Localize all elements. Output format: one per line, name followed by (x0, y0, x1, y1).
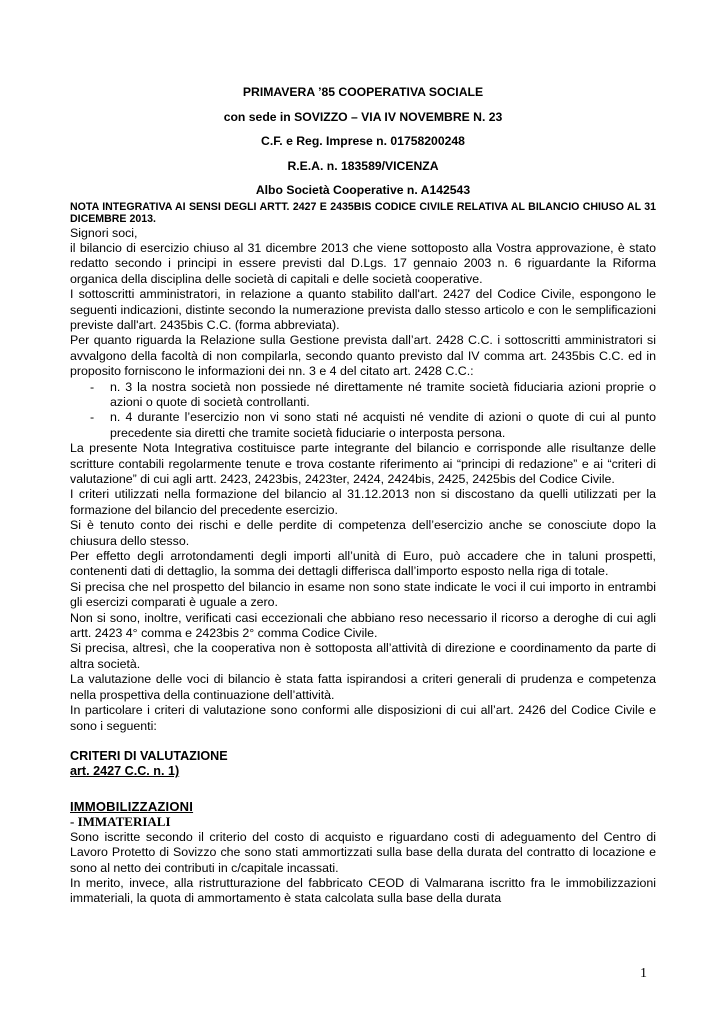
paragraph: Si è tenuto conto dei rischi e delle perdite di competenza dell’esercizio anche se conosciute dopo la chiusura dello stesso. (70, 518, 656, 548)
list-item (70, 410, 656, 441)
bullet-dash: - (90, 379, 95, 394)
paragraph: In merito, invece, alla ristrutturazione del fabbricato CEOD di Valmarana iscritto fra le immobilizzazioni immateriali, la quota di ammortamento è stata calcolata sulla base della durata (70, 875, 656, 906)
paragraph: Si precisa, altresì, che la cooperativa non è sottoposta all’attività di direzione e coordinamento da parte di altra società. (70, 641, 656, 671)
immateriali-title: - IMMATERIALI (70, 813, 171, 829)
paragraph: I sottoscritti amministratori, in relazione a quanto stabilito dall'art. 2427 del Codice Civile, espongono le seguenti indicazioni, distinte secondo la numerazione prevista dallo stesso articolo e con le semplificazioni previste dall'art. 2435bis C.C. (forma abbreviata). (70, 287, 656, 332)
paragraph: Per effetto degli arrotondamenti degli importi all’unità di Euro, può accadere che in taluni prospetti, contenenti dati di dettaglio, la somma dei dettagli differisca dall’importo esposto nella riga di totale. (70, 549, 656, 579)
paragraph: il bilancio di esercizio chiuso al 31 dicembre 2013 che viene sottoposto alla Vostra approvazione, è stato redatto secondo i principi in essere previsti dal D.Lgs. 17 gennaio 2003 n. 6 riguardante la Riforma organica della disciplina delle società di capitali e delle società cooperative. (70, 240, 656, 286)
criteri-title: CRITERI DI VALUTAZIONE (70, 748, 228, 763)
paragraph: Per quanto riguarda la Relazione sulla Gestione prevista dall’art. 2428 C.C. i sottoscritti amministratori si avvalgono della facoltà di non compilarla, secondo quanto previsto dal IV comma art. 2435bis C.C. ed in proposito forniscono le informazioni dei nn. 3 e 4 del citato art. 2428 C.C.: (70, 333, 656, 379)
paragraph: La presente Nota Integrativa costituisce parte integrante del bilancio e corrisponde alle risultanze delle scritture contabili regolarmente tenute e trova costante riferimento ai “principi di redazione” e ai “criteri di valutazione” di cui agli artt. 2423, 2423bis, 2423ter, 2424, 2424bis, 2425, 2425bis del Codice Civile. (70, 441, 656, 486)
company-name: PRIMAVERA ’85 COOPERATIVA SOCIALE (242, 85, 484, 99)
document-body (70, 226, 656, 907)
paragraph: In particolare i criteri di valutazione sono conformi alle disposizioni di cui all’art. 2426 del Codice Civile e sono i seguenti: (70, 703, 656, 733)
bullet-dash: - (90, 410, 95, 425)
list-item (70, 380, 656, 411)
immobilizzazioni-title: IMMOBILIZZAZIONI (70, 798, 194, 814)
paragraph: Signori soci, (70, 225, 138, 240)
company-address: con sede in SOVIZZO – VIA IV NOVEMBRE N. 23 (223, 109, 503, 124)
paragraph: Non si sono, inoltre, verificati casi eccezionali che abbiano reso necessario il ricorso a deroghe di cui agli artt. 2423 4° comma e 2423bis 2° comma Codice Civile. (70, 610, 656, 641)
company-albo: Albo Società Cooperative n. A142543 (255, 183, 471, 197)
criteri-reference: art. 2427 C.C. n. 1) (70, 764, 180, 779)
page-number: 1 (640, 966, 647, 981)
paragraph: Si precisa che nel prospetto del bilancio in esame non sono state indicate le voci il cui importo in entrambi gli esercizi comparati è uguale a zero. (70, 579, 656, 610)
paragraph: I criteri utilizzati nella formazione del bilancio al 31.12.2013 non si discostano da quelli utilizzati per la formazione del bilancio del precedente esercizio. (70, 487, 656, 517)
nota-title: NOTA INTEGRATIVA AI SENSI DEGLI ARTT. 2427 E 2435BIS CODICE CIVILE RELATIVA AL BILANCIO CHIUSO AL 31 DICEMBRE 2013. (70, 200, 656, 225)
bullet-text: n. 3 la nostra società non possiede né direttamente né tramite società fiduciaria azioni proprie o azioni o quote di società controllanti. (110, 379, 656, 409)
bullet-text: n. 4 durante l’esercizio non vi sono stati né acquisti né vendite di azioni o quote di cui al punto precedente sia diretti che tramite società fiduciarie o interposta persona. (110, 410, 656, 440)
document-page (70, 80, 656, 907)
company-tax-code: C.F. e Reg. Imprese n. 01758200248 (261, 134, 465, 148)
paragraph: Sono iscritte secondo il criterio del costo di acquisto e riguardano costi di adeguamento del Centro di Lavoro Protetto di Sovizzo che sono stati ammortizzati sulla base della durata del contratto di locazione e sono al netto dei contributi in c/capitale incassati. (70, 829, 656, 875)
paragraph: La valutazione delle voci di bilancio è stata fatta ispirandosi a criteri generali di prudenza e competenza nella prospettiva della continuazione dell’attività. (70, 672, 656, 702)
company-rea: R.E.A. n. 183589/VICENZA (287, 158, 439, 173)
company-header (70, 80, 656, 203)
